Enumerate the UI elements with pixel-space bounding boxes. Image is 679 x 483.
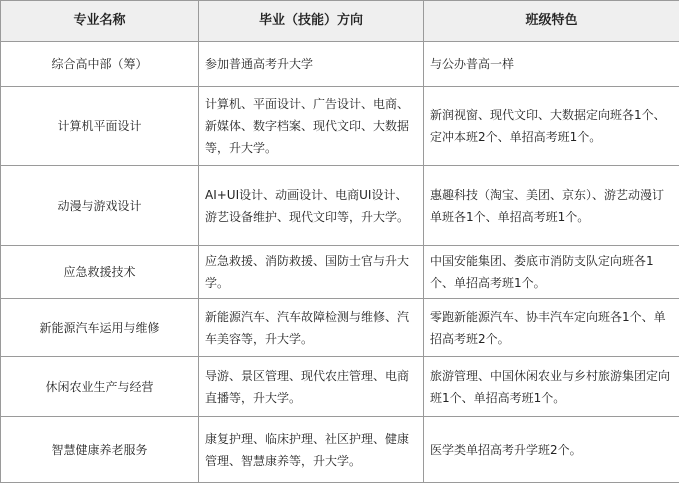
direction-cell: AI+UI设计、动画设计、电商UI设计、游艺设备维护、现代文印等，升大学。 bbox=[199, 166, 424, 246]
feature-cell: 中国安能集团、娄底市消防支队定向班各1个、单招高考班1个。 bbox=[424, 246, 679, 299]
header-feature: 班级特色 bbox=[424, 1, 679, 42]
direction-cell: 新能源汽车、汽车故障检测与维修、汽车美容等，升大学。 bbox=[199, 299, 424, 357]
feature-cell: 医学类单招高考升学班2个。 bbox=[424, 417, 679, 483]
direction-cell: 参加普通高考升大学 bbox=[199, 42, 424, 87]
header-direction: 毕业（技能）方向 bbox=[199, 1, 424, 42]
major-name-cell: 计算机平面设计 bbox=[1, 87, 199, 166]
direction-cell: 导游、景区管理、现代农庄管理、电商直播等，升大学。 bbox=[199, 357, 424, 417]
major-name-cell: 新能源汽车运用与维修 bbox=[1, 299, 199, 357]
table-row bbox=[1, 357, 679, 417]
direction-cell: 康复护理、临床护理、社区护理、健康管理、智慧康养等，升大学。 bbox=[199, 417, 424, 483]
feature-cell: 与公办普高一样 bbox=[424, 42, 679, 87]
direction-cell: 计算机、平面设计、广告设计、电商、新媒体、数字档案、现代文印、大数据等，升大学。 bbox=[199, 87, 424, 166]
major-name-cell: 综合高中部（筹） bbox=[1, 42, 199, 87]
feature-cell: 新润视窗、现代文印、大数据定向班各1个、定冲本班2个、单招高考班1个。 bbox=[424, 87, 679, 166]
direction-cell: 应急救援、消防救援、国防士官与升大学。 bbox=[199, 246, 424, 299]
major-name-cell: 应急救援技术 bbox=[1, 246, 199, 299]
table-header-row bbox=[1, 1, 679, 42]
feature-cell: 旅游管理、中国休闲农业与乡村旅游集团定向班1个、单招高考班1个。 bbox=[424, 357, 679, 417]
table-row bbox=[1, 42, 679, 87]
table-row bbox=[1, 87, 679, 166]
major-name-cell: 休闲农业生产与经营 bbox=[1, 357, 199, 417]
table-row bbox=[1, 417, 679, 483]
table-row bbox=[1, 299, 679, 357]
feature-cell: 零跑新能源汽车、协丰汽车定向班各1个、单招高考班2个。 bbox=[424, 299, 679, 357]
header-major-name: 专业名称 bbox=[1, 1, 199, 42]
table-row bbox=[1, 246, 679, 299]
table-row bbox=[1, 166, 679, 246]
major-name-cell: 智慧健康养老服务 bbox=[1, 417, 199, 483]
major-name-cell: 动漫与游戏设计 bbox=[1, 166, 199, 246]
feature-cell: 惠趣科技（淘宝、美团、京东）、游艺动漫订单班各1个、单招高考班1个。 bbox=[424, 166, 679, 246]
